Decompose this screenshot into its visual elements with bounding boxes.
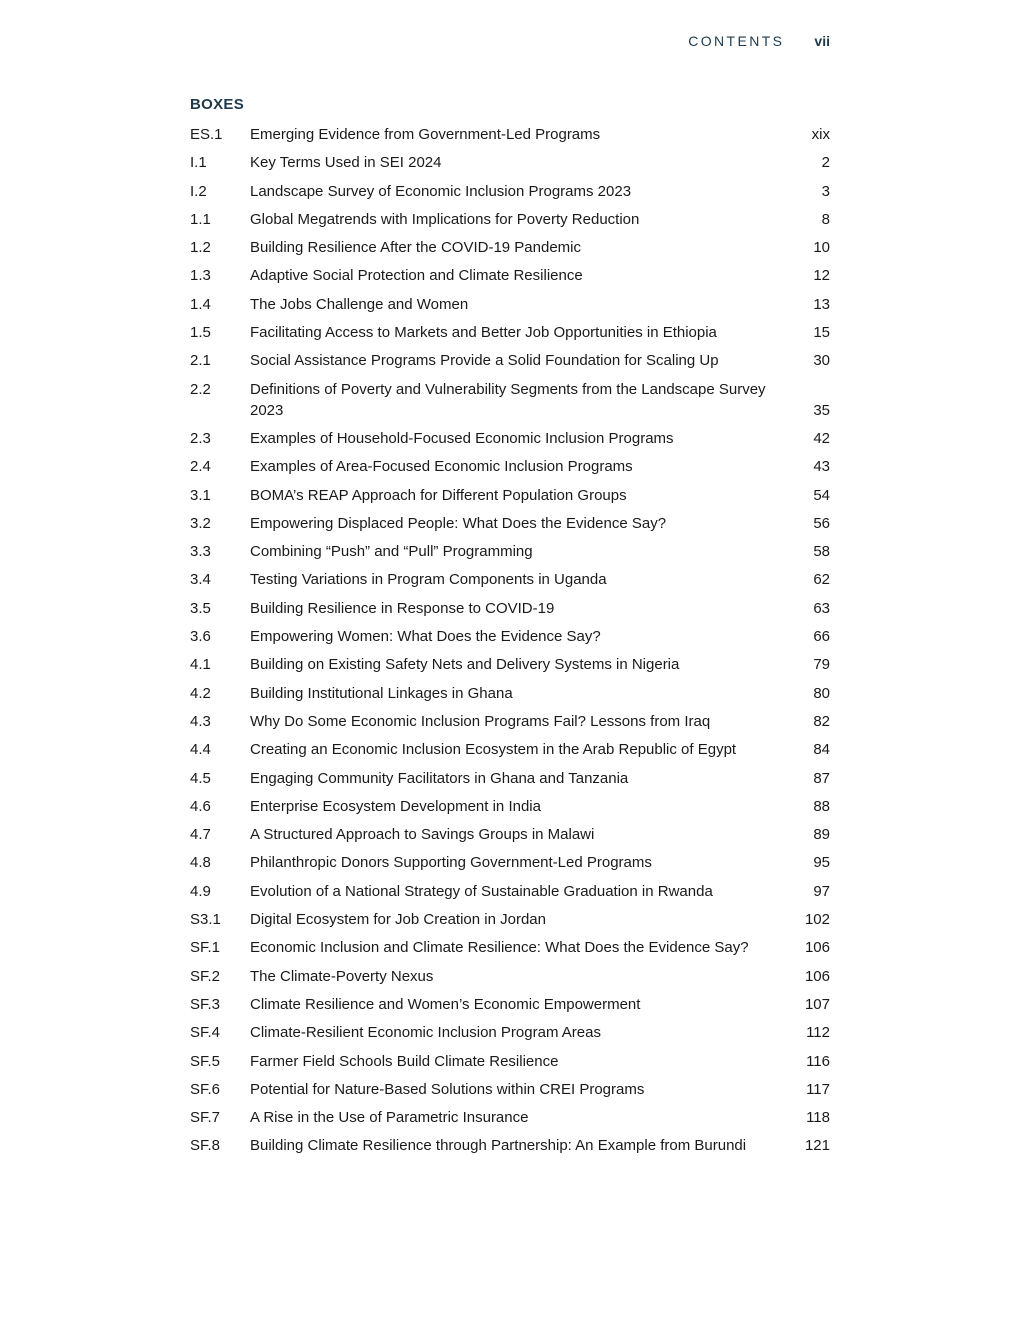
entry-number: 3.2 [190, 514, 211, 532]
entry-number: SF.7 [190, 1109, 221, 1127]
entry-page-number: 3 [821, 182, 830, 200]
entry-title: Farmer Field Schools Build Climate Resilience [250, 1052, 559, 1070]
entry-title: Engaging Community Facilitators in Ghana and Tanzania [250, 769, 629, 787]
entry-number: 3.1 [190, 486, 211, 504]
entry-number: 3.3 [190, 543, 211, 561]
entry-number: 4.4 [190, 741, 211, 759]
entry-number: 1.1 [190, 210, 211, 228]
entry-title: Empowering Displaced People: What Does the Evidence Say? [250, 514, 667, 532]
entry-page-number: 30 [813, 352, 830, 370]
entry-title: Building Resilience After the COVID-19 Pandemic [250, 239, 581, 257]
entry-page-number: 82 [813, 712, 830, 730]
entry-page-number: 117 [806, 1080, 830, 1098]
entry-page-number: 88 [813, 797, 830, 815]
toc-entry[interactable] [190, 654, 830, 682]
entry-title: Philanthropic Donors Supporting Government-Led Programs [250, 854, 652, 872]
page-number: vii [814, 33, 830, 49]
entry-page-number: 62 [813, 571, 830, 589]
toc-entry[interactable] [190, 852, 830, 880]
entry-title: Social Assistance Programs Provide a Solid Foundation for Scaling Up [250, 352, 719, 370]
entry-title: Examples of Area-Focused Economic Inclusion Programs [250, 458, 633, 476]
toc-entry[interactable] [190, 322, 830, 350]
entry-number: 4.5 [190, 769, 211, 787]
entry-number: 2.4 [190, 458, 211, 476]
entry-number: ES.1 [190, 126, 223, 143]
entry-page-number: 102 [804, 911, 830, 929]
entry-title: Adaptive Social Protection and Climate Resilience [250, 267, 583, 285]
entry-title: Global Megatrends with Implications for Poverty Reduction [250, 210, 640, 228]
entry-number: 3.4 [190, 571, 211, 589]
entry-page-number: 12 [813, 267, 830, 285]
entry-page-number: 15 [813, 324, 830, 342]
toc-entry[interactable] [190, 541, 830, 569]
toc-entry[interactable] [190, 124, 830, 152]
entry-title: Evolution of a National Strategy of Sustainable Graduation in Rwanda [250, 882, 713, 900]
entry-number: SF.5 [190, 1052, 221, 1070]
toc-entry[interactable] [190, 711, 830, 739]
entry-page-number: 2 [821, 154, 830, 172]
entry-number: 2.2 [190, 380, 211, 398]
toc-entry[interactable] [190, 937, 830, 965]
entry-number: 4.9 [190, 882, 211, 900]
toc-entry[interactable] [190, 237, 830, 265]
entry-page-number: 10 [813, 239, 830, 257]
entry-number: 1.4 [190, 295, 211, 313]
toc-entry[interactable] [190, 598, 830, 626]
entry-number: 2.1 [190, 352, 211, 370]
entry-title: Building on Existing Safety Nets and Delivery Systems in Nigeria [250, 656, 680, 674]
running-head [688, 33, 830, 49]
entry-number: 2.3 [190, 429, 211, 447]
entry-title: Building Institutional Linkages in Ghana [250, 684, 513, 702]
entry-title: Definitions of Poverty and Vulnerability Segments from the Landscape Survey 2023 [250, 380, 766, 419]
section-heading-boxes: BOXES [190, 96, 245, 113]
entry-page-number: 63 [813, 599, 830, 617]
entry-number: 4.1 [190, 656, 211, 674]
entry-number: SF.3 [190, 995, 221, 1013]
entry-page-number: 89 [813, 826, 830, 844]
entry-number: SF.2 [190, 967, 221, 985]
entry-number: S3.1 [190, 911, 221, 929]
toc-entry[interactable] [190, 265, 830, 293]
entry-title: Emerging Evidence from Government-Led Programs [250, 126, 601, 143]
toc-entry[interactable] [190, 294, 830, 322]
entry-number: SF.1 [190, 939, 221, 957]
entry-page-number: 79 [813, 656, 830, 674]
entry-page-number: 43 [813, 458, 830, 476]
toc-entry[interactable] [190, 209, 830, 237]
toc-entry[interactable] [190, 1107, 830, 1135]
toc-entry[interactable] [190, 824, 830, 852]
entry-page-number: 116 [806, 1052, 830, 1070]
toc-entry[interactable] [190, 881, 830, 909]
toc-entry[interactable] [190, 966, 830, 994]
toc-entry[interactable] [190, 626, 830, 654]
entry-title: The Climate-Poverty Nexus [250, 967, 434, 985]
entry-page-number: 8 [821, 210, 830, 228]
toc-entry[interactable] [190, 1051, 830, 1079]
entry-page-number: 112 [806, 1024, 830, 1042]
entry-title: Combining “Push” and “Pull” Programming [250, 543, 533, 561]
entry-title: A Structured Approach to Savings Groups in Malawi [250, 826, 595, 844]
entry-number: 4.8 [190, 854, 211, 872]
entry-page-number: xix [811, 126, 830, 143]
entry-number: SF.6 [190, 1080, 221, 1098]
toc-entry[interactable] [190, 909, 830, 937]
toc-entry[interactable] [190, 485, 830, 513]
toc-entry[interactable] [190, 1022, 830, 1050]
toc-entry[interactable] [190, 428, 830, 456]
toc-entry[interactable] [190, 379, 830, 428]
toc-entry[interactable] [190, 994, 830, 1022]
entry-page-number: 87 [813, 769, 830, 787]
entry-number: 4.7 [190, 826, 211, 844]
entry-number: SF.8 [190, 1137, 221, 1155]
entry-number: 4.3 [190, 712, 211, 730]
entry-title: BOMA’s REAP Approach for Different Population Groups [250, 486, 627, 504]
entry-title: Landscape Survey of Economic Inclusion Programs 2023 [250, 182, 632, 200]
entry-number: 4.6 [190, 797, 211, 815]
toc-entry[interactable] [190, 1135, 830, 1163]
entry-page-number: 84 [813, 741, 830, 759]
entry-page-number: 56 [813, 514, 830, 532]
toc-entry[interactable] [190, 350, 830, 378]
entry-title: Potential for Nature-Based Solutions within CREI Programs [250, 1080, 645, 1098]
entry-number: 1.5 [190, 324, 211, 342]
entry-title: Building Resilience in Response to COVID-19 [250, 599, 555, 617]
entry-page-number: 121 [804, 1137, 830, 1155]
entry-number: 1.2 [190, 239, 211, 257]
entry-title: Key Terms Used in SEI 2024 [250, 154, 442, 172]
entry-page-number: 35 [813, 401, 830, 419]
entry-number: 1.3 [190, 267, 211, 285]
entry-number: I.2 [190, 182, 207, 200]
entry-title: Creating an Economic Inclusion Ecosystem in the Arab Republic of Egypt [250, 741, 737, 759]
entry-page-number: 66 [813, 628, 830, 646]
entry-title: Facilitating Access to Markets and Better Job Opportunities in Ethiopia [250, 324, 717, 342]
toc-entry[interactable] [190, 152, 830, 180]
entry-title: Climate-Resilient Economic Inclusion Program Areas [250, 1024, 601, 1042]
toc-entry[interactable] [190, 1079, 830, 1107]
toc-entry[interactable] [190, 513, 830, 541]
entry-page-number: 54 [813, 486, 830, 504]
entry-title: Why Do Some Economic Inclusion Programs Fail? Lessons from Iraq [250, 712, 711, 730]
entry-page-number: 106 [804, 939, 830, 957]
entry-title: A Rise in the Use of Parametric Insurance [250, 1109, 529, 1127]
entry-number: I.1 [190, 154, 207, 172]
entry-page-number: 106 [804, 967, 830, 985]
entry-title: Enterprise Ecosystem Development in India [250, 797, 541, 815]
toc-entry[interactable] [190, 768, 830, 796]
entry-title: Economic Inclusion and Climate Resilience: What Does the Evidence Say? [250, 939, 749, 957]
boxes-list [190, 124, 830, 1164]
entry-page-number: 58 [813, 543, 830, 561]
entry-page-number: 118 [806, 1109, 830, 1127]
entry-number: 3.6 [190, 628, 211, 646]
entry-page-number: 13 [813, 295, 830, 313]
entry-title: Testing Variations in Program Components in Uganda [250, 571, 607, 589]
toc-entry[interactable] [190, 739, 830, 767]
entry-title: Digital Ecosystem for Job Creation in Jordan [250, 911, 546, 929]
entry-page-number: 42 [813, 429, 830, 447]
entry-title: The Jobs Challenge and Women [250, 295, 469, 313]
entry-number: 3.5 [190, 599, 211, 617]
running-head-title: CONTENTS [688, 33, 785, 49]
toc-entry[interactable] [190, 181, 830, 209]
toc-entry[interactable] [190, 796, 830, 824]
entry-page-number: 95 [813, 854, 830, 872]
toc-entry[interactable] [190, 569, 830, 597]
entry-number: 4.2 [190, 684, 211, 702]
toc-entry[interactable] [190, 683, 830, 711]
entry-title: Building Climate Resilience through Partnership: An Example from Burundi [250, 1137, 747, 1155]
entry-number: SF.4 [190, 1024, 221, 1042]
entry-title: Empowering Women: What Does the Evidence Say? [250, 628, 601, 646]
entry-title: Examples of Household-Focused Economic Inclusion Programs [250, 429, 674, 447]
entry-title: Climate Resilience and Women’s Economic Empowerment [250, 995, 641, 1013]
entry-page-number: 80 [813, 684, 830, 702]
entry-page-number: 97 [813, 882, 830, 900]
toc-entry[interactable] [190, 456, 830, 484]
entry-page-number: 107 [804, 995, 830, 1013]
